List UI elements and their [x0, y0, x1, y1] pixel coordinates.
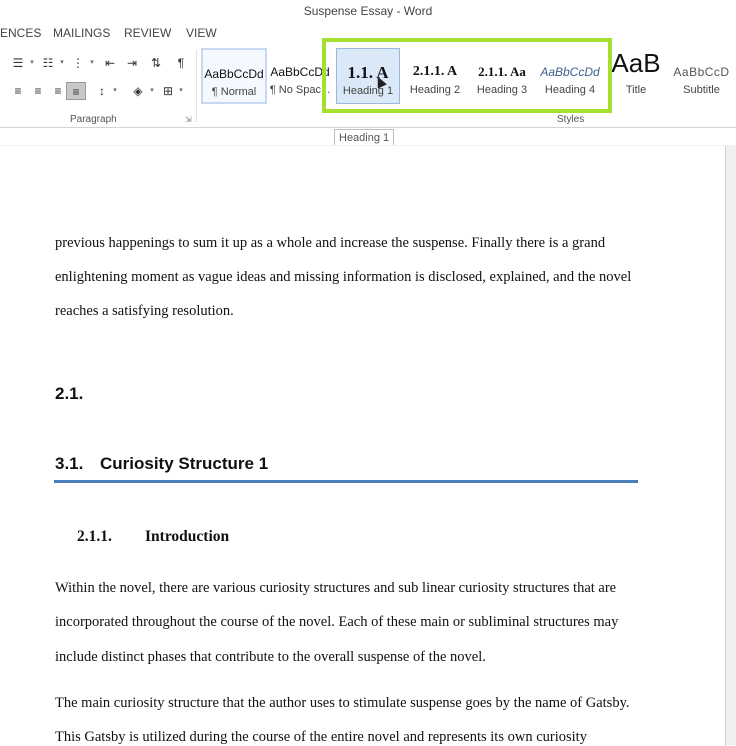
sort-icon[interactable]: ⇅: [150, 56, 162, 70]
window-title: Suspense Essay - Word: [303, 4, 433, 18]
styles-group-label: Styles: [557, 114, 585, 125]
style-heading-3[interactable]: [470, 48, 534, 104]
style-label: ¶ No Spac...: [269, 84, 331, 96]
paragraph-line: incorporated throughout the course of the novel. Each of these main or subliminal structures may: [55, 614, 619, 630]
chevron-down-icon[interactable]: ▾: [60, 59, 64, 66]
style-no-spacing[interactable]: [269, 48, 331, 104]
style-label: Heading 4: [544, 84, 596, 96]
paragraph-line: include distinct phases that contribute to the overall suspense of the novel.: [55, 649, 486, 665]
style-sample: AaBbCcDd: [204, 67, 264, 81]
heading1-text: Curiosity Structure 1: [100, 454, 269, 473]
style-sample: AaB: [611, 48, 661, 78]
show-marks-icon[interactable]: ¶: [177, 56, 185, 70]
style-normal[interactable]: [201, 48, 267, 104]
style-heading-2[interactable]: [403, 48, 467, 104]
group-divider: [196, 50, 197, 122]
chevron-down-icon[interactable]: ▾: [150, 87, 154, 94]
style-sample: AaBbCcDd: [540, 65, 600, 79]
style-sample: AaBbCcDd: [270, 65, 330, 79]
multilevel-list-icon[interactable]: ⋮: [72, 56, 84, 70]
style-label: ¶ Normal: [211, 86, 257, 98]
chevron-down-icon[interactable]: ▾: [30, 59, 34, 66]
numbering-icon[interactable]: ☷: [42, 56, 54, 70]
chevron-down-icon[interactable]: ▾: [90, 59, 94, 66]
ribbon-tabs: [0, 22, 736, 44]
borders-icon[interactable]: ⊞: [162, 84, 174, 98]
decrease-indent-icon[interactable]: ⇤: [104, 56, 116, 70]
chevron-down-icon[interactable]: ▾: [179, 87, 183, 94]
paragraph-line: Within the novel, there are various curiosity structures and sub linear curiosity structures that are: [55, 580, 617, 596]
center-icon[interactable]: ≡: [34, 84, 42, 98]
paragraph-line: previous happenings to sum it up as a whole and increase the suspense. Finally there is a grand: [55, 235, 606, 251]
style-sample: 2.1.1. A: [412, 64, 458, 79]
title-bar: [0, 0, 736, 22]
heading3-number: 2.1.1.: [77, 528, 112, 545]
paragraph-line: This Gatsby is utilized during the course of the entire novel and represents its own curiosity: [55, 729, 587, 745]
tab-mailings[interactable]: MAILINGS: [53, 26, 111, 40]
tab-view[interactable]: VIEW: [186, 26, 217, 40]
style-sample: 1.1. A: [347, 63, 389, 82]
align-right-icon[interactable]: ≡: [54, 84, 62, 98]
style-subtitle[interactable]: [669, 48, 734, 104]
align-left-icon[interactable]: ≡: [14, 84, 22, 98]
style-label: Heading 1: [342, 85, 394, 97]
empty-heading-number: 2.1.: [55, 384, 84, 403]
justify-icon[interactable]: ≡: [66, 82, 86, 100]
bullets-icon[interactable]: ☰: [12, 56, 24, 70]
style-label: Title: [625, 84, 647, 96]
styles-gallery: [199, 48, 734, 104]
style-sample: 2.1.1. Aa: [478, 64, 526, 79]
heading1-number: 3.1.: [55, 454, 84, 473]
paragraph-line: enlightening moment as vague ideas and missing information is disclosed, explained, and the novel: [55, 269, 632, 285]
tab-review[interactable]: REVIEW: [124, 26, 172, 40]
dialog-launcher-icon[interactable]: ⇲: [185, 115, 192, 124]
style-label: Heading 2: [409, 84, 461, 96]
paragraph-line: The main curiosity structure that the author uses to stimulate suspense goes by the name of Gatsby.: [55, 695, 630, 711]
paragraph-line: reaches a satisfying resolution.: [55, 303, 234, 319]
style-heading-4[interactable]: [537, 48, 603, 104]
chevron-down-icon[interactable]: ▾: [113, 87, 117, 94]
heading3-text: Introduction: [145, 528, 230, 545]
increase-indent-icon[interactable]: ⇥: [126, 56, 138, 70]
style-tooltip: Heading 1: [334, 129, 394, 147]
style-sample: AaBbCcD: [673, 65, 730, 79]
style-title[interactable]: [607, 48, 665, 104]
tab-references[interactable]: ENCES: [0, 26, 42, 40]
paragraph-group-label: Paragraph: [70, 114, 117, 125]
line-spacing-icon[interactable]: ↕: [99, 84, 105, 98]
style-label: Subtitle: [683, 84, 720, 96]
shading-icon[interactable]: ◈: [133, 84, 143, 98]
document-page[interactable]: [0, 146, 726, 746]
heading1-underline: [54, 480, 638, 483]
style-label: Heading 3: [476, 84, 528, 96]
style-heading-1[interactable]: [336, 48, 400, 104]
